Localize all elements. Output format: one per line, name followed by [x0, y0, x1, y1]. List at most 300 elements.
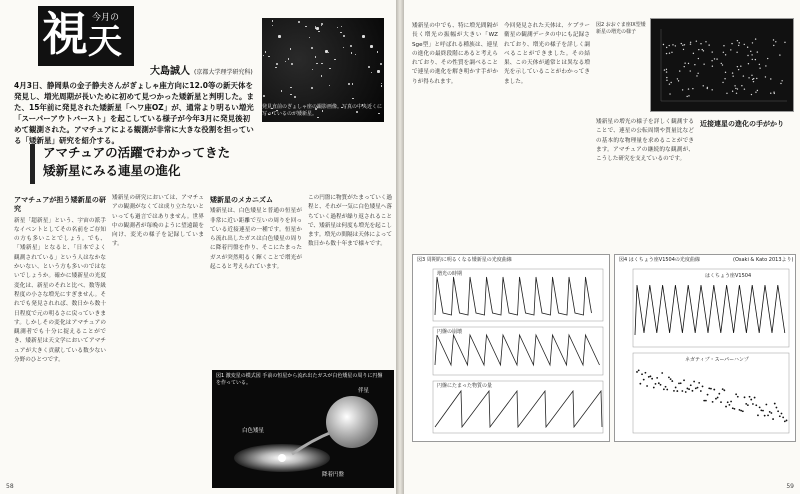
- fig4-point: [666, 389, 668, 391]
- fig4-point: [727, 401, 729, 403]
- fig2-point: [690, 43, 691, 44]
- fig2-point: [755, 59, 756, 60]
- star-dot: [265, 51, 267, 53]
- fig4-point: [675, 387, 677, 389]
- fig4-point: [771, 412, 773, 414]
- star-dot: [343, 35, 345, 37]
- fig2-point: [781, 80, 782, 81]
- fig2-point: [755, 92, 756, 93]
- fig2-point: [711, 60, 712, 61]
- fig4-point: [715, 398, 717, 400]
- fig2-point: [744, 88, 745, 89]
- fig4-point: [665, 386, 667, 388]
- text-column-1: [14, 194, 106, 486]
- fig2-point: [669, 83, 670, 84]
- fig2-point: [780, 83, 781, 84]
- fig4-point: [655, 383, 657, 385]
- donor-star-shape: [326, 396, 378, 448]
- star-dot: [371, 72, 373, 74]
- fig4-point: [668, 376, 670, 378]
- star-dot: [276, 63, 278, 65]
- fig2-point: [756, 78, 757, 79]
- fig2-point: [759, 64, 760, 65]
- text-column-5: [412, 22, 498, 244]
- star-dot: [305, 26, 307, 28]
- fig2-point: [725, 72, 726, 73]
- text-column-8: [700, 118, 794, 244]
- fig4-point: [645, 372, 647, 374]
- fig2-point: [697, 73, 698, 74]
- fig2-point: [732, 91, 733, 92]
- figure-4-plot: [615, 255, 795, 441]
- fig2-point: [773, 45, 774, 46]
- figure-3-plot: [413, 255, 609, 441]
- fig4-point: [776, 407, 778, 409]
- fig2-point: [743, 75, 744, 76]
- fig4-point: [705, 400, 707, 402]
- fig2-point: [757, 51, 758, 52]
- fig4-point: [678, 382, 680, 384]
- fig4-point: [735, 393, 737, 395]
- fig2-point: [666, 71, 667, 72]
- figure-3-panel-a-label: 増光の時期: [437, 271, 463, 277]
- figure-4-label-a: はくちょう座V1504: [705, 273, 752, 279]
- fig2-point: [747, 47, 748, 48]
- star-dot: [316, 27, 319, 30]
- fig2-point: [669, 45, 670, 46]
- fig2-point: [686, 96, 687, 97]
- fig2-point: [690, 42, 691, 43]
- fig2-point: [738, 45, 739, 46]
- fig2-point: [683, 49, 684, 50]
- fig4-point: [755, 404, 757, 406]
- fig2-point: [748, 77, 749, 78]
- left-page: [0, 0, 396, 494]
- fig2-point: [774, 93, 775, 94]
- figure-4-label-b: ネガティブ・スーパーハンプ: [685, 357, 749, 363]
- fig2-point: [663, 44, 664, 45]
- body-text-6: 今回発見された天体は、ケプラー衛星の観測データの中にも記録されており、増光の様子を詳しく調べることができました。その結果、この天体が通常とは異なる増光を示していることがわかってきました。: [504, 23, 590, 85]
- body-text-4: この円盤に物質がたまっていく過程と、それが一気に白色矮星へ落ちていく過程が繰り返されることで、矮新星は何度も増光を起こします。増光の間隔は天体によって数日から数十年まで様々です。: [308, 195, 392, 248]
- fig2-point: [696, 41, 697, 42]
- fig4-point: [707, 394, 709, 396]
- star-dot: [298, 21, 300, 23]
- star-dot: [341, 26, 343, 28]
- masthead-kanji-1: 視: [42, 7, 88, 61]
- fig2-point: [688, 63, 689, 64]
- fig4-point: [745, 403, 747, 405]
- figure-2-chart: [650, 18, 794, 112]
- fig4-point: [685, 391, 687, 393]
- fig2-point: [721, 63, 722, 64]
- fig4-point: [690, 384, 692, 386]
- fig2-point: [759, 67, 760, 68]
- fig4-point: [683, 379, 685, 381]
- fig4-point: [671, 380, 673, 382]
- fig2-point: [750, 51, 751, 52]
- fig4-point: [641, 373, 643, 375]
- text-column-4: [308, 194, 392, 364]
- fig2-point: [714, 58, 715, 59]
- fig4-point: [720, 401, 722, 403]
- fig2-point: [736, 93, 737, 94]
- fig4-point: [650, 375, 652, 377]
- fig4-point: [673, 390, 675, 392]
- fig4-point: [660, 384, 662, 386]
- star-dot: [268, 56, 270, 58]
- column-masthead: [38, 6, 134, 66]
- fig4-point: [700, 390, 702, 392]
- section-heading-3: 近接連星の進化の手がかり: [700, 120, 784, 128]
- fig4-point: [692, 390, 694, 392]
- fig4-point: [703, 400, 705, 402]
- fig2-point: [666, 80, 667, 81]
- fig4-point: [729, 404, 731, 406]
- fig4-point: [681, 390, 683, 392]
- fig2-point: [752, 42, 753, 43]
- fig2-point: [765, 76, 766, 77]
- fig4-point: [777, 410, 779, 412]
- fig2-point: [724, 78, 725, 79]
- fig4-point: [754, 397, 756, 399]
- star-dot: [350, 45, 352, 47]
- fig2-point: [698, 49, 699, 50]
- fig2-point: [684, 44, 685, 45]
- figure-3-panel-b-label: 円盤の崩壊: [437, 329, 463, 335]
- fig4-point: [648, 376, 650, 378]
- fig4-point: [752, 403, 754, 405]
- right-page: [404, 0, 800, 494]
- fig2-point: [672, 44, 673, 45]
- fig2-point: [732, 72, 733, 73]
- fig2-point: [725, 54, 726, 55]
- fig4-point: [749, 396, 751, 398]
- label-donor-star: 伴星: [358, 388, 370, 394]
- label-accretion-disk: 降着円盤: [322, 472, 345, 478]
- text-column-6: [504, 22, 590, 244]
- fig4-point: [772, 418, 774, 420]
- fig2-point: [748, 63, 749, 64]
- fig2-point: [669, 52, 670, 53]
- fig2-point: [677, 78, 678, 79]
- fig2-point: [773, 39, 774, 40]
- star-dot: [272, 20, 274, 22]
- fig4-point: [636, 371, 638, 373]
- masthead-small: 今月の: [92, 13, 120, 23]
- fig4-point: [737, 396, 739, 398]
- fig4-point: [653, 387, 655, 389]
- fig4-point: [732, 407, 734, 409]
- fig4-point: [725, 406, 727, 408]
- fig4-point: [718, 393, 720, 395]
- figure-3-caption: 図3 周期的に明るくなる矮新星の光度曲線: [417, 257, 512, 263]
- fig4-point: [702, 386, 704, 388]
- star-dot: [318, 31, 320, 33]
- fig4-point: [784, 420, 786, 422]
- fig2-point: [688, 95, 689, 96]
- star-dot: [362, 35, 365, 38]
- fig2-point: [731, 43, 732, 44]
- fig2-point: [702, 49, 703, 50]
- fig2-point: [740, 66, 741, 67]
- fig2-point: [752, 79, 753, 80]
- fig2-point: [737, 88, 738, 89]
- fig2-point: [775, 41, 776, 42]
- fig4-point: [723, 389, 725, 391]
- fig2-point: [679, 70, 680, 71]
- headline-line-2: 矮新星にみる連星の進化: [43, 163, 181, 178]
- fig2-point: [670, 82, 671, 83]
- star-dot: [368, 66, 370, 68]
- page-number-right: 59: [786, 483, 794, 490]
- star-dot: [278, 35, 281, 38]
- fig2-point: [757, 90, 758, 91]
- fig2-point: [693, 53, 694, 54]
- fig2-point: [722, 64, 723, 65]
- fig2-point: [666, 69, 667, 70]
- body-text-2: 矮新星の研究においては、アマチュアの観測がなくては成り立たないといっても過言ではありません。世界中の観測者が毎晩のように望遠鏡を向け、変光の様子を記録しています。: [112, 195, 204, 248]
- fig2-point: [696, 75, 697, 76]
- fig2-point: [784, 42, 785, 43]
- fig2-point: [692, 88, 693, 89]
- star-dot: [263, 55, 265, 57]
- fig4-point: [695, 388, 697, 390]
- fig2-point: [773, 91, 774, 92]
- photo-caption: 発見直前のぎょしゃ座の撮影画像。写真の中央近くに写っているのが矮新星。: [262, 104, 383, 117]
- fig2-point: [682, 45, 683, 46]
- fig2-point: [723, 52, 724, 53]
- fig2-point: [703, 85, 704, 86]
- star-dot: [291, 63, 293, 65]
- fig4-point: [747, 404, 749, 406]
- fig2-point: [666, 77, 667, 78]
- fig4-point: [651, 378, 653, 380]
- fig2-point: [664, 69, 665, 70]
- fig2-point: [703, 50, 704, 51]
- star-dot: [329, 68, 331, 70]
- figure-2-caption: 図2 おおぐま座IX型矮新星の増光の様子: [596, 22, 646, 35]
- fig2-point: [707, 88, 708, 89]
- fig4-point: [687, 388, 689, 390]
- star-dot: [315, 56, 317, 58]
- author: [150, 62, 253, 77]
- text-column-7: [596, 118, 694, 244]
- masthead-kanji-2: 天: [88, 22, 122, 62]
- headline: [30, 144, 263, 184]
- fig2-point: [770, 93, 771, 94]
- fig4-point: [670, 378, 672, 380]
- fig4-point: [680, 382, 682, 384]
- fig2-point: [682, 89, 683, 90]
- fig4-point: [767, 414, 769, 416]
- fig2-point: [703, 64, 704, 65]
- fig2-point: [767, 58, 768, 59]
- star-dot: [290, 87, 292, 89]
- star-dot: [351, 52, 353, 54]
- fig2-point: [716, 58, 717, 59]
- fig4-point: [760, 409, 762, 411]
- fig4-point: [722, 388, 724, 390]
- fig4-point: [697, 387, 699, 389]
- fig2-point: [755, 38, 756, 39]
- fig4-point: [663, 388, 665, 390]
- fig4-point: [782, 416, 784, 418]
- fig4-point: [759, 406, 761, 408]
- fig2-point: [735, 88, 736, 89]
- fig2-point: [751, 94, 752, 95]
- fig2-point: [698, 58, 699, 59]
- fig4-point: [643, 379, 645, 381]
- fig4-point: [757, 414, 759, 416]
- figure-4-chart: [614, 254, 796, 442]
- lead-paragraph: 4月3日、静岡県の金子静夫さんがぎょしゃ座方向に12.0等の新天体を発見し、増光周期が長いために初めて見つかった矮新星と判明した。また、15年前に発見された矮新星「ヘワ座OZ」が、通常より明るい増光「スーパーアウトバースト」を起こしている様子が今年3月に発見後初めて観測された。アマチュアによる観測が非常に大きな役割を担っている「矮新星」研究を紹介する。: [14, 81, 254, 145]
- fig2-point: [712, 51, 713, 52]
- fig2-point: [671, 52, 672, 53]
- star-dot: [337, 27, 339, 29]
- star-dot: [321, 25, 323, 27]
- fig2-point: [734, 85, 735, 86]
- fig4-point: [638, 369, 640, 371]
- figure-1-diagram: [212, 370, 394, 488]
- fig4-point: [765, 404, 767, 406]
- fig2-point: [708, 44, 709, 45]
- fig2-point: [737, 40, 738, 41]
- star-dot: [321, 63, 323, 65]
- page-number-left: 58: [6, 483, 14, 490]
- fig4-point: [708, 387, 710, 389]
- star-dot: [290, 48, 292, 50]
- body-text-1: 新星「超新星」という、宇宙の派手なイベントとしてその名前をご存知の方も多いことでしょう。でも、「矮新星」となると、「日本でよく観測されている」という人はなかなかいない、という方も多いのではないでしょうか。確かに矮新星の光度変化は、新星のそれと比べ、数等級程度の小さな増光にすぎません。それでも発見されれば、数日から数十日程度で元の明るさに戻っていきます。しかしその変化はアマチュアの観測者でも十分に捉えることができ、矮新星は天文学においてアマチュアが大きく貢献している数少ない分野のひとつです。: [14, 217, 106, 364]
- fig2-point: [705, 41, 706, 42]
- fig4-point: [781, 413, 783, 415]
- fig2-point: [779, 54, 780, 55]
- fig2-point: [712, 65, 713, 66]
- star-dot: [288, 58, 290, 60]
- fig2-point: [694, 64, 695, 65]
- author-name: 大島誠人: [150, 66, 190, 77]
- fig4-point: [710, 388, 712, 390]
- fig4-point: [734, 408, 736, 410]
- section-heading-1: アマチュアが担う矮新星の研究: [14, 196, 106, 214]
- star-dot: [329, 85, 331, 87]
- star-dot: [311, 47, 313, 49]
- star-dot: [272, 25, 274, 27]
- star-dot: [352, 98, 354, 100]
- fig2-point: [747, 55, 748, 56]
- star-dot: [370, 45, 373, 48]
- fig2-point: [752, 59, 753, 60]
- star-dot: [377, 70, 380, 73]
- star-dot: [334, 59, 336, 61]
- fig2-point: [751, 75, 752, 76]
- fig4-point: [717, 397, 719, 399]
- fig4-point: [712, 401, 714, 403]
- figure-3-panel-c-label: 円盤にたまった物質の量: [437, 383, 493, 389]
- label-white-dwarf: 白色矮星: [242, 428, 265, 434]
- fig2-point: [751, 54, 752, 55]
- star-dot: [352, 83, 354, 85]
- star-dot: [316, 63, 318, 65]
- fig4-point: [774, 403, 776, 405]
- fig4-point: [750, 399, 752, 401]
- fig4-point: [786, 420, 788, 422]
- star-dot: [263, 95, 265, 97]
- fig4-point: [764, 415, 766, 417]
- star-dot: [377, 51, 379, 53]
- text-column-2: [112, 194, 204, 486]
- star-dot: [355, 54, 357, 56]
- author-affiliation: (京都大学理学研究科): [194, 69, 253, 76]
- figure-2-plot: [651, 19, 793, 111]
- fig2-point: [736, 52, 737, 53]
- fig2-point: [684, 66, 685, 67]
- fig2-point: [688, 88, 689, 89]
- fig4-point: [656, 377, 658, 379]
- star-dot: [381, 85, 383, 87]
- fig4-point: [658, 382, 660, 384]
- fig4-point: [661, 372, 663, 374]
- fig2-point: [730, 49, 731, 50]
- star-dot: [343, 47, 345, 49]
- fig2-point: [739, 42, 740, 43]
- fig2-point: [675, 45, 676, 46]
- fig4-point: [730, 401, 732, 403]
- star-dot: [321, 75, 323, 77]
- star-dot: [281, 90, 283, 92]
- star-dot: [309, 37, 311, 39]
- fig2-point: [711, 89, 712, 90]
- fig4-point: [688, 388, 690, 390]
- fig2-point: [684, 62, 685, 63]
- fig2-point: [722, 82, 723, 83]
- fig2-point: [741, 85, 742, 86]
- star-dot: [312, 69, 314, 71]
- white-dwarf-shape: [278, 454, 286, 462]
- fig2-point: [744, 44, 745, 45]
- fig2-point: [765, 65, 766, 66]
- section-heading-2: 矮新星のメカニズム: [210, 196, 273, 204]
- figure-3-chart: [412, 254, 610, 442]
- fig4-point: [762, 410, 764, 412]
- body-text-7: 矮新星の増光の様子を詳しく観測することで、連星の公転周期や質量比などの基本的な物理量を求めることができます。アマチュアの継続的な観測が、こうした研究を支えているのです。: [596, 119, 694, 163]
- fig2-point: [732, 76, 733, 77]
- fig4-point: [742, 410, 744, 412]
- star-dot: [285, 61, 287, 63]
- fig4-point: [779, 415, 781, 417]
- figure-1-caption: 図1 激変星の模式図 手前の恒星から流れ出たガスが白色矮星の周りに円盤を作っている。: [216, 373, 383, 386]
- spine-gutter: [396, 0, 404, 494]
- figure-4-caption: 図4 はくちょう座V1504の光度曲線: [619, 257, 700, 263]
- fig2-point: [690, 70, 691, 71]
- fig4-point: [646, 385, 648, 387]
- fig4-point: [693, 381, 695, 383]
- fig4-point: [740, 410, 742, 412]
- fig2-point: [666, 47, 667, 48]
- star-dot: [311, 87, 313, 89]
- star-dot: [340, 32, 342, 34]
- body-text-5: 矮新星の中でも、特に増光間隔が長く増光の振幅が大きい「WZ Sge型」と呼ばれる種族は、連星の進化の最終段階にあると考えられており、その性質を調べることで連星の進化を解き明かす手がかりが得られます。: [412, 23, 498, 85]
- fig2-point: [770, 78, 771, 79]
- fig4-point: [713, 389, 715, 391]
- star-dot: [380, 63, 382, 65]
- fig2-point: [726, 93, 727, 94]
- star-dot: [381, 83, 383, 85]
- fig4-point: [744, 396, 746, 398]
- fig4-point: [698, 382, 700, 384]
- text-column-3: [210, 194, 302, 364]
- star-dot: [275, 67, 277, 69]
- fig4-point: [676, 390, 678, 392]
